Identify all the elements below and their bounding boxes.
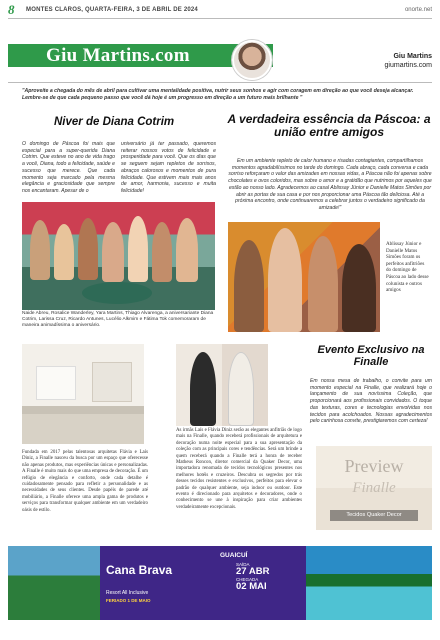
diniz-sisters-photo [176, 344, 268, 426]
author-name: Giu Martins [393, 53, 432, 60]
ad-brand-logo: GUAICUÍ [220, 552, 248, 559]
pascoa-text: Em um ambiente repleto de calor humano e risadas contagiantes, compartilhamos momentos agradabilíssimos no tarde do domingo. Cada abraço, cada conversa e cada sorriso reforçaram o valor das amizades em nossas vidas, a Páscoa não foi apenas sobre chocolates e ovos coloridos, mas sobre o amor e a gratidão que nutrimos por aqueles que estão ao nosso lado. Agradecemos ao casal Ablissay Júnior e Danielle Matos Simões por abrir as portas de sua casa e por nos proporcionar uma Páscoa tão deliciosa. Até a próxima encontro, onde continuaremos a celebrar juntos o verdadeiro significado da amizade!" [228, 158, 432, 211]
ad-chegada-label: CHEGADA [236, 577, 259, 582]
travel-advertisement[interactable] [8, 546, 432, 620]
evento-text: Em nossa mesa de trabalho, o convite para um momento especial na Finalle, que realizará hoje o lançamento de sua novíssima Coleção, que proporcionará aos profissionais convidados. O toque das texturas, cores e tecnologias envolvidas nos tecidos para acolchoados. Nossas agradecimentos pelo carinhosa convite, prestigiaremos com certeza! [310, 378, 432, 425]
ad-saida-date: 27 ABR [236, 566, 270, 577]
date-line: MONTES CLAROS, QUARTA-FEIRA, 3 DE ABRIL DE 2024 [26, 7, 198, 13]
site-link[interactable]: onorte.net [404, 7, 432, 13]
preview-finalle-graphic [316, 446, 432, 530]
preview-subtitle: Tecidos Quaker Decor [330, 510, 418, 521]
preview-title: Preview [344, 456, 404, 476]
niver-headline: Niver de Diana Cotrim [54, 116, 175, 128]
niver-text-col2: universário já ter passado, queremos reiterar nossos votos de felicidade e prosperidade para você. Que os dias que se seguem sejam repletos de sorrisos, abraços calorosos e momentos de pura felicidade. Que estivem mais mais anos de amor, harmonia, sucesso e muita felicidade! [121, 141, 216, 194]
byline [385, 52, 432, 70]
birthday-photo-caption: Naide Abreu, Rosalice Wanderley, Yara Martins, Thiago Alvarenga, a aniversariante Diana Cotrim, Larissa Cruz, Ricardo Antunes, Lucélio Alkmim e Fátima Tok comemoraram de maneira animadíssima o aniversário. [22, 311, 214, 329]
pascoa-photo-caption: Ablissay Júnior e Danielle Matos Simões foram os perfeitos anfitriões do domingo de Páscoa ao lado desse colunista e outros amigos [386, 241, 429, 294]
page-number: 8 [8, 2, 15, 17]
ad-chegada-date: 02 MAI [236, 581, 267, 592]
author-site[interactable]: giumartins.com [384, 62, 432, 69]
finalle-event-text: As irmãs Laís e Flávia Diniz serão as elegantes anfitriãs de logo mais na Finalle, quando receberá profissionais de arquitetura e decoração numa noite especial para a sua apresentação da coleção com as principais cores e tendências. Será um brinde a quem receberá quando a Finalle terá a honra de receber Matheus Roncon, diretor comercial da Quaker Decor, uma importadora renomada de tecidos tecnológicos presentes nos melhores hotéis e cruzeiros. Descubra os segredos por trás desses tecidos resistentes e exclusivos, perfeitos para elevar o padrão de qualquer ambiente, seja indoor ou outdoor. Este evento é direcionado para arquitetos e decoradores, onde o conhecimento se une à inspiração para criar ambientes verdadeiramente excepcionais. [176, 428, 302, 510]
ad-resort-sub: Resort All Inclusive [106, 590, 149, 596]
author-photo [232, 40, 272, 80]
banner-rule [8, 82, 432, 83]
pascoa-headline: A verdadeira essência da Páscoa: a união entre amigos [227, 112, 431, 139]
page-header [8, 4, 432, 18]
birthday-group-photo [22, 202, 215, 310]
niver-text-col1: O domingo de Páscoa foi mais que especial para a super-querida Diana Cotrim. Que esteve no ano de vida trago a você, Diana, todo a felicidade, saúde e sucesso que merece. Que cada momento seja marcado pela mesma elegância e graciosidade que sempre nos encantaram. Apesar de o [22, 141, 115, 194]
column-title: Giu Martins.com [46, 45, 190, 66]
header-rule [8, 18, 432, 19]
ad-beach-photo [8, 546, 100, 620]
finalle-logo: Finalle [352, 480, 396, 496]
ad-saida-label: SAÍDA [236, 562, 250, 567]
finalle-history-text: Fundada em 2017 pelas talentosas arquitetas Flávia e Laís Diniz, a Finalle nasceu da busca por um espaço que oferecesse não apenas produtos, mas experiências únicas e personalizadas. A Finalle é muito mais do que uma empresa de decoração. É um refúgio de elegância e conforto, onde cada detalhe é cuidadosamente pensado para refletir a personalidade e as necessidades de seus clientes. Desde papéis de parede até mobiliário, a Finalle oferece uma ampla gama de produtos e serviços para transformar qualquer ambiente em um verdadeiro oásis de estilo. [22, 450, 148, 513]
intro-quote: "Aproveite a chegada do mês de abril para cultivar uma mentalidade positiva, nutrir seus sonhos e agir com coragem em direção ao que você deseja alcançar. Lembre-se de que cada pequeno passo que você dá hoje é um progresso em direção a um futuro mais brilhante " [22, 88, 414, 101]
ad-dates [236, 562, 269, 592]
ad-resort-photo [306, 546, 432, 620]
finalle-store-photo [22, 344, 144, 444]
ad-resort-name: Cana Brava [106, 563, 173, 577]
evento-headline: Evento Exclusivo na Finalle [317, 344, 425, 368]
ad-holiday: FERIADO 1 DE MAIO [106, 598, 151, 603]
pascoa-friends-photo [228, 222, 380, 332]
